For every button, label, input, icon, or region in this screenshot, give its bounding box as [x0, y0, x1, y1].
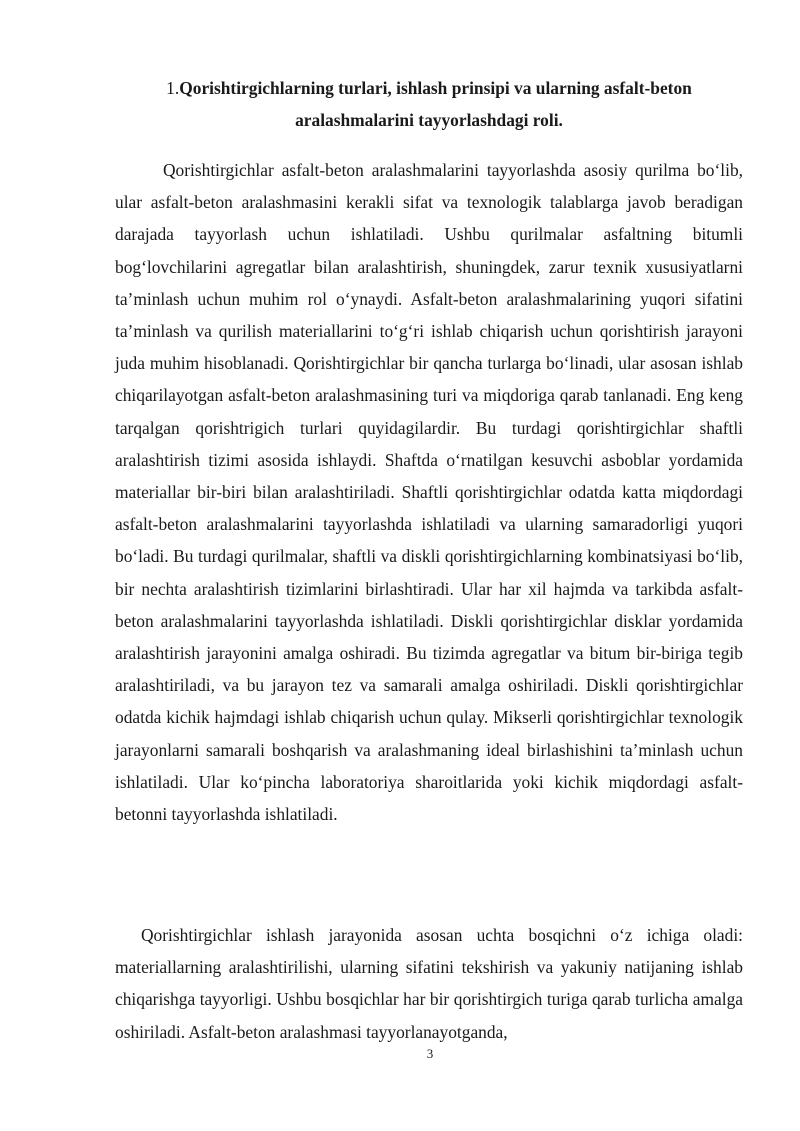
- section-heading: [115, 72, 743, 136]
- heading-title: Qorishtirgichlarning turlari, ishlash prinsipi va ularning asfalt-beton aralashmalarini tayyorlashdagi roli.: [179, 78, 692, 130]
- paragraph-1: Qorishtirgichlar asfalt-beton aralashmalarini tayyorlashda asosiy qurilma bo‘lib, ular asfalt-beton aralashmasini kerakli sifat va texnologik talablarga javob beradigan darajada tayyorlash uchun ishlatiladi. Ushbu qurilmalar asfaltning bitumli bog‘lovchilarini agregatlar bilan aralashtirish, shuningdek, zarur texnik xususiyatlarni ta’minlash uchun muhim rol o‘ynaydi. Asfalt-beton aralashmalarining yuqori sifatini ta’minlash va qurilish materiallarini to‘g‘ri ishlab chiqarish uchun qorishtirish jarayoni juda muhim hisoblanadi. Qorishtirgichlar bir qancha turlarga bo‘linadi, ular asosan ishlab chiqarilayotgan asfalt-beton aralashmasining turi va miqdoriga qarab tanlanadi. Eng keng tarqalgan qorishtrigich turlari quyidagilardir. Bu turdagi qorishtirgichlar shaftli aralashtirish tizimi asosida ishlaydi. Shaftda o‘rnatilgan kesuvchi asboblar yordamida materiallar bir-biri bilan aralashtiriladi. Shaftli qorishtirgichlar odatda katta miqdordagi asfalt-beton aralashmalarini tayyorlashda ishlatiladi va ularning samaradorligi yuqori bo‘ladi. Bu turdagi qurilmalar, shaftli va diskli qorishtirgichlarning kombinatsiyasi bo‘lib, bir nechta aralashtirish tizimlarini birlashtiradi. Ular har xil hajmda va tarkibda asfalt-beton aralashmalarini tayyorlashda ishlatiladi. Diskli qorishtirgichlar disklar yordamida aralashtirish jarayonini amalga oshiradi. Bu tizimda agregatlar va bitum bir-biriga tegib aralashtiriladi, va bu jarayon tez va samarali amalga oshiriladi. Diskli qorishtirgichlar odatda kichik hajmdagi ishlab chiqarish uchun qulay. Mikserli qorishtirgichlar texnologik jarayonlarni samarali boshqarish va aralashmaning ideal birlashishini ta’minlash uchun ishlatiladi. Ular ko‘pincha laboratoriya sharoitlarida yoki kichik miqdordagi asfalt-betonni tayyorlashda ishlatiladi.: [115, 160, 743, 825]
- page-number: 3: [426, 1046, 434, 1061]
- paragraph-2: Qorishtirgichlar ishlash jarayonida asosan uchta bosqichni o‘z ichiga oladi: materiallarning aralashtirilishi, ularning sifatini tekshirish va yakuniy natijaning ishlab chiqarishga tayyorligi. Ushbu bosqichlar har bir qorishtirgich turiga qarab turlicha amalga oshiriladi. Asfalt-beton aralashmasi tayyorlanayotganda,: [115, 925, 743, 1042]
- heading-number: 1.: [166, 78, 180, 98]
